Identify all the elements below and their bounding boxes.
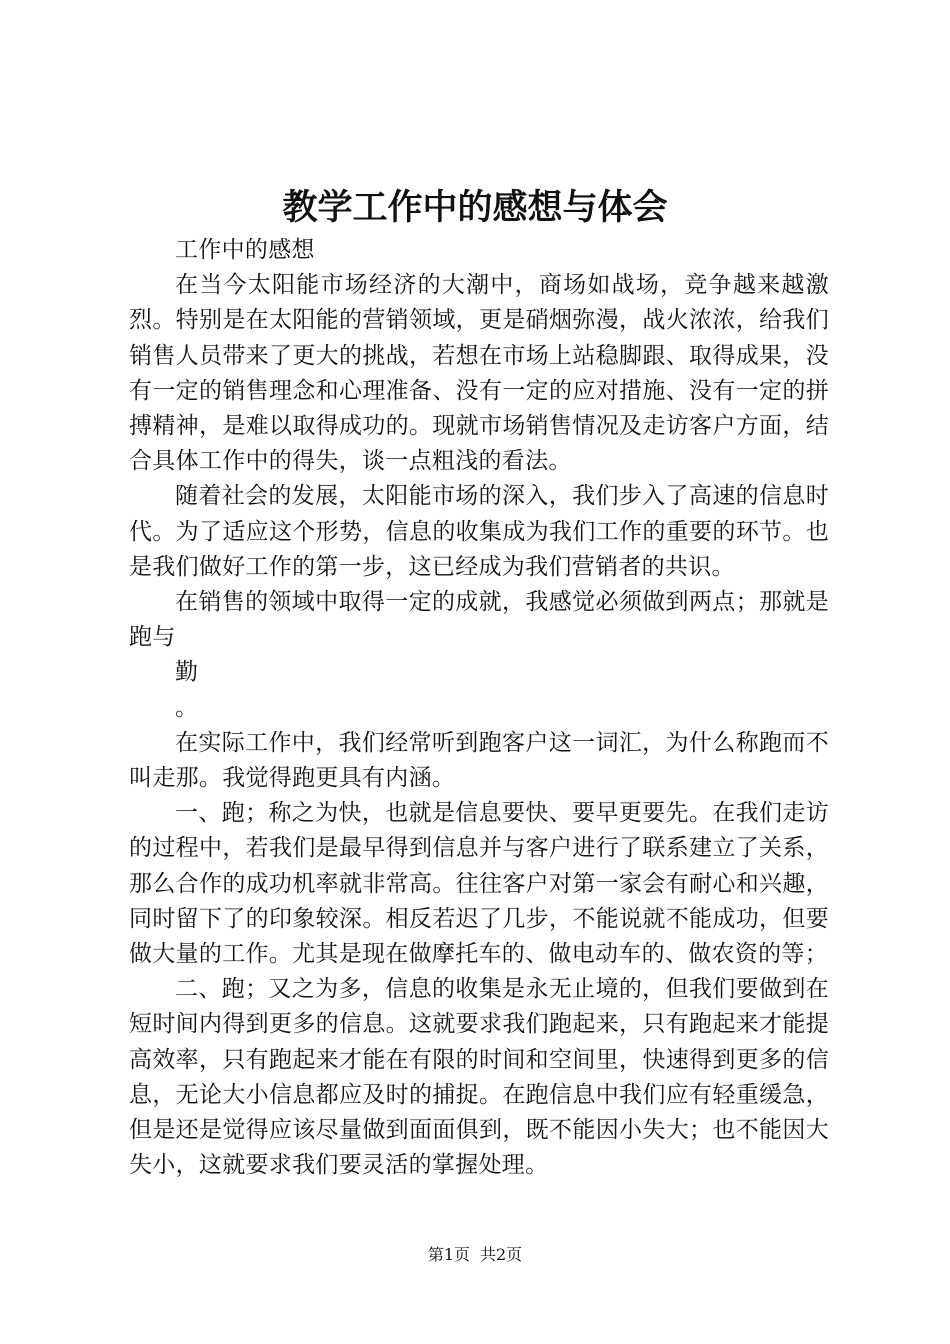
paragraph-two-points: 在销售的领域中取得一定的成就，我感觉必须做到两点；那就是跑与 <box>129 589 829 651</box>
paragraph-running-clients: 在实际工作中，我们经常听到跑客户这一词汇，为什么称跑而不叫走那。我觉得跑更具有内涵。 <box>129 729 829 792</box>
document-title: 教学工作中的感想与体会 <box>282 187 668 228</box>
page-number: 第1页 <box>427 1245 470 1264</box>
paragraph-diligence: 勤 <box>175 659 199 686</box>
paragraph-period: 。 <box>175 694 199 721</box>
paragraph-subtitle: 工作中的感想 <box>175 237 315 263</box>
page-total: 共2页 <box>480 1245 523 1264</box>
paragraph-point-two: 二、跑；又之为多，信息的收集是永无止境的，但我们要做到在短时间内得到更多的信息。这就要求我们跑起来，只有跑起来才能提高效率，只有跑起来才能在有限的时间和空间里，快速得到更多的信息，无论大小信息都应及时的捕捉。在跑信息中我们应有轻重缓急，但是还是觉得应该尽量做到面面俱到，既不能因小失大；也不能因大失小，这就要求我们要灵活的掌握处理。 <box>129 976 829 1179</box>
paragraph-information-age: 随着社会的发展，太阳能市场的深入，我们步入了高速的信息时代。为了适应这个形势，信息的收集成为我们工作的重要的环节。也是我们做好工作的第一步，这已经成为我们营销者的共识。 <box>129 483 829 580</box>
paragraph-intro: 在当今太阳能市场经济的大潮中，商场如战场，竞争越来越激烈。特别是在太阳能的营销领域，更是硝烟弥漫，战火浓浓，给我们销售人员带来了更大的挑战，若想在市场上站稳脚跟、取得成果，没有一定的销售理念和心理准备、没有一定的应对措施、没有一定的拼搏精神，是难以取得成功的。现就市场销售情况及走访客户方面，结合具体工作中的得失，谈一点粗浅的看法。 <box>129 272 829 475</box>
document-body <box>129 233 829 1183</box>
page-footer <box>0 1244 950 1266</box>
paragraph-point-one: 一、跑；称之为快，也就是信息要快、要早更要先。在我们走访的过程中，若我们是最早得到信息并与客户进行了联系建立了关系，那么合作的成功机率就非常高。往往客户对第一家会有耐心和兴趣，同时留下了的印象较深。相反若迟了几步，不能说就不能成功，但要做大量的工作。尤其是现在做摩托车的、做电动车的、做农资的等； <box>129 800 829 968</box>
